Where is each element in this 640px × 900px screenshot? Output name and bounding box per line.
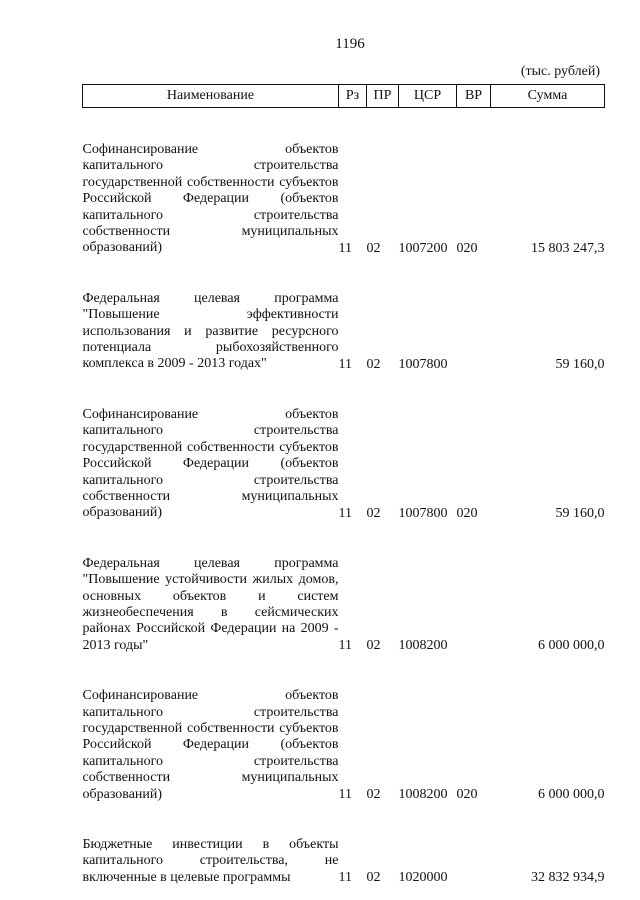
row-rz: 11 — [338, 240, 352, 256]
row-vr — [457, 837, 491, 886]
header-sum: Сумма — [491, 85, 605, 108]
row-csr: 1007200 — [398, 240, 448, 256]
header-name: Наименование — [83, 85, 339, 108]
row-pr: 02 — [366, 356, 381, 372]
row-pr: 02 — [366, 870, 381, 886]
budget-table — [82, 84, 605, 886]
row-rz: 11 — [338, 356, 352, 372]
row-rz: 11 — [338, 505, 352, 521]
row-sum: 6 000 000,0 — [538, 787, 605, 802]
row-csr: 1007800 — [398, 356, 448, 372]
table-row — [83, 407, 605, 522]
row-name: Федеральная целевая программа "Повышение устойчивости жилых домов, основных объектов и систем жизнеобеспечения в сейсмических районах Российской Федерации на 2009 - 2013 годы" — [82, 555, 339, 653]
table-row — [83, 837, 605, 886]
row-vr: 020 — [456, 240, 478, 256]
row-vr: 020 — [456, 505, 478, 521]
row-sum: 32 832 934,9 — [531, 870, 605, 886]
row-pr: 02 — [366, 638, 381, 654]
row-sum: 6 000 000,0 — [538, 638, 605, 654]
row-name: Федеральная целевая программа "Повышение эффективности использования и развитие ресурсного потенциала рыбохозяйственного комплекса в 2009 - 2013 годах" — [82, 290, 339, 372]
table-row — [83, 142, 605, 257]
header-csr: ЦСР — [399, 85, 457, 108]
row-vr — [457, 556, 491, 654]
row-pr: 02 — [366, 787, 381, 802]
row-csr: 1008200 — [398, 787, 448, 802]
row-rz: 11 — [338, 638, 352, 654]
table-row — [83, 556, 605, 654]
row-csr: 1008200 — [398, 638, 448, 654]
row-rz: 11 — [338, 870, 352, 886]
row-name: Софинансирование объектов капитального строительства государственной собственности субъектов Российской Федерации (объектов капитального строительства собственности муниципальных образований) — [82, 142, 339, 256]
row-sum: 15 803 247,3 — [531, 240, 605, 256]
row-name: Софинансирование объектов капитального строительства государственной собственности субъектов Российской Федерации (объектов капитального строительства собственности муниципальных образований) — [82, 406, 339, 521]
table-row — [83, 291, 605, 373]
row-csr: 1020000 — [398, 870, 448, 886]
units-note: (тыс. рублей) — [520, 64, 600, 79]
row-vr: 020 — [456, 787, 478, 802]
page-number: 1196 — [335, 36, 365, 52]
row-pr: 02 — [366, 240, 381, 256]
row-sum: 59 160,0 — [555, 356, 605, 372]
table-row — [83, 688, 605, 803]
row-sum: 59 160,0 — [555, 505, 605, 521]
row-rz: 11 — [338, 787, 352, 802]
row-vr — [457, 291, 491, 373]
table-header — [83, 85, 605, 108]
header-vr: ВР — [457, 85, 491, 108]
row-name: Бюджетные инвестиции в объекты капитального строительства, не включенные в целевые программы — [82, 837, 339, 885]
row-pr: 02 — [366, 505, 381, 521]
row-name: Софинансирование объектов капитального строительства государственной собственности субъектов Российской Федерации (объектов капитального строительства собственности муниципальных образований) — [82, 688, 339, 802]
row-csr: 1007800 — [398, 505, 448, 521]
header-rz: Рз — [339, 85, 367, 108]
table-body — [83, 108, 605, 887]
header-pr: ПР — [367, 85, 399, 108]
